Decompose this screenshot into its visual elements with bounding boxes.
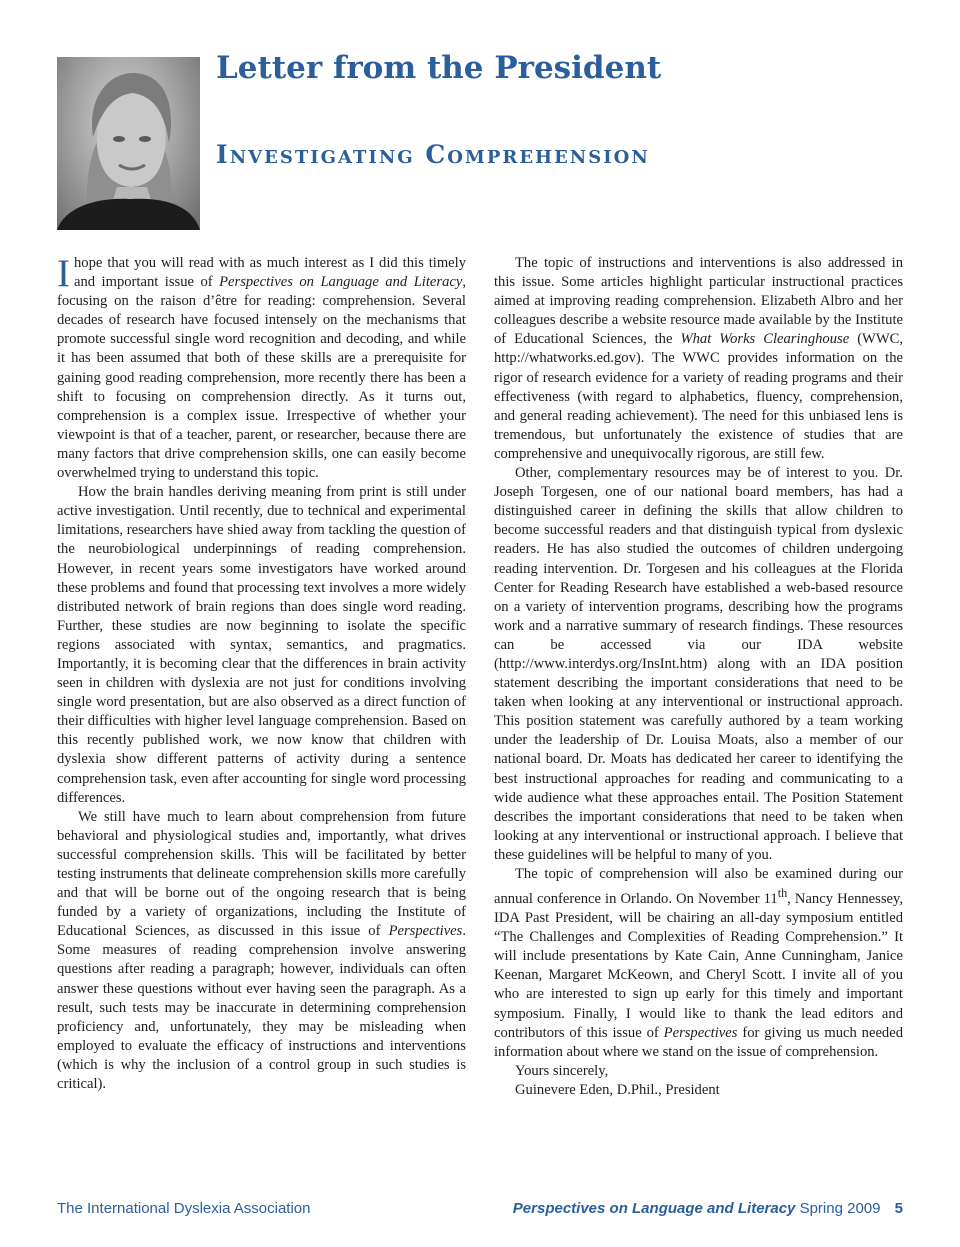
paragraph-1 xyxy=(57,254,466,483)
signature: Guinevere Eden, D.Phil., President xyxy=(515,1081,720,1098)
paragraph-6-text-b: , Nancy Hennessey, IDA Past President, will be chairing an all-day symposium entitled “The Challenges and Complexities of Reading Comprehension.” It will include presentations by Kate Cain, Anne Cunningham, Janice Keenan, Margaret McKeown, and Cheryl Scott. I invite all of you who are interested to sign up early for this timely and important symposium. Finally, I would like to thank the lead editors and contributors of this issue of xyxy=(494,890,903,1041)
journal-title-italic: Perspectives on Language and Literacy xyxy=(219,274,463,291)
paragraph-3 xyxy=(57,808,466,1094)
closing: Yours sincerely, xyxy=(515,1062,609,1079)
paragraph-1-text-a: hope that you will read with as much interest as I did this timely and important issue of xyxy=(74,255,466,291)
paragraph-2: How the brain handles deriving meaning from print is still under active investigation. Until recently, due to technical and experimental limitations, researchers have shied away from tackling the question of the neurobiological underpinnings of reading comprehension. However, in recent years some investigators have worked around these problems and found that processing text involves a more widely distributed network of brain regions than does single word reading. Further, these studies are now beginning to isolate the specific regions associated with syntax, semantics, and pragmatics. Importantly, it is becoming clear that the differences in brain activity seen in children with dyslexia are not just for conditions involving single word presentation, but are also observed as a direct function of their difficulties with higher level language comprehension. Based on this recently published work, we now know that children with dyslexia show different patterns of activity during a sentence comprehension task, even after accounting for single word processing differences. xyxy=(57,484,466,806)
footer-issue: Spring 2009 xyxy=(799,1200,881,1217)
paragraph-4-text-a: The topic of instructions and interventions is also addressed in this issue. Some articles highlight particular instructional practices aimed at improving reading comprehension. Elizabeth Albro and her colleagues describe a website resource made available by the Institute of Educational Sciences, the xyxy=(494,255,903,348)
wwc-italic: What Works Clearinghouse xyxy=(680,331,850,348)
drop-cap: I xyxy=(57,252,70,295)
footer-right xyxy=(513,1200,903,1217)
paragraph-6-text-a: The topic of comprehension will also be examined during our annual conference in Orlando. On November 11 xyxy=(494,866,903,907)
perspectives-italic-2: Perspectives xyxy=(663,1024,738,1041)
footer-organization: The International Dyslexia Association xyxy=(57,1200,311,1217)
paragraph-6 xyxy=(494,865,903,1062)
paragraph-3-text-b: . Some measures of reading comprehension involve answering questions after reading a paragraph; however, individuals can often answer these questions without ever having seen the paragraph. As a result, such tests may be inaccurate in determining comprehension proficiency and, unfortunately, they may be misleading when employed to evaluate the efficacy of instructions and interventions (which is why the inclusion of a control group in such studies is critical). xyxy=(57,923,466,1093)
perspectives-italic: Perspectives xyxy=(388,923,463,940)
left-column xyxy=(57,254,466,1094)
page-title: Letter from the President xyxy=(216,50,662,86)
paragraph-4-text-b: (WWC, http://whatworks.ed.gov). The WWC provides information on the rigor of research evidence for a variety of reading programs and their effectiveness (with regard to alphabetics, fluency, comprehension, and general reading achievement). The need for this unbiased lens is tremendous, but unfortunately the existence of studies that are comprehensive and unequivocally rigorous, are still few. xyxy=(494,331,903,462)
paragraph-5: Other, complementary resources may be of interest to you. Dr. Joseph Torgesen, one of our national board members, has had a distinguished career in defining the skills that allow children to become successful readers and that distinguish typical from dyslexic readers. He has also studied the outcomes of children undergoing reading intervention. Dr. Torgesen and his colleagues at the Florida Center for Reading Research have established a web-based resource on a variety of intervention programs, describing how the programs work and a narrative summary of research findings. These resources can be accessed via our IDA website (http://www.interdys.org/InsInt.htm) along with an IDA position statement describing the important considerations that need to be taken when looking at any interventional or instructional approach. This position statement was carefully authored by a team working under the leadership of Dr. Louisa Moats, also a member of our national board. Dr. Moats has dedicated her career to identifying the best instructional approaches for reading and communicating to a wide audience what these approaches entail. The Position Statement describes the important considerations that need to be taken when looking at any interventional or instructional approach. I believe that these guidelines will be helpful to many of you. xyxy=(494,465,903,863)
footer-journal: Perspectives on Language and Literacy xyxy=(512,1200,796,1217)
paragraph-1-text-b: , focusing on the raison d’être for reading: comprehension. Several decades of research have focused intensely on the mechanisms that promote successful single word recognition and decoding, and while it has been assumed that both of these skills are a prerequisite for gaining good reading comprehension, more recently there has been a shift to focusing on comprehension directly. As it turns out, comprehension is a complex issue. Irrespective of whether your viewpoint is that of a teacher, parent, or researcher, because there are many factors that drive comprehension skills, one can easily become overwhelmed trying to understand this topic. xyxy=(57,274,466,482)
president-portrait-photo xyxy=(57,57,200,230)
page-number: 5 xyxy=(894,1200,903,1217)
article-subtitle: Investigating Comprehension xyxy=(216,140,650,169)
paragraph-6-text-c: for giving us much needed information about where we stand on the issue of comprehension. xyxy=(494,1024,904,1060)
ordinal-suffix: th xyxy=(777,886,788,901)
paragraph-3-text-a: We still have much to learn about comprehension from future behavioral and physiological studies and, importantly, what drives successful comprehension skills. This will be facilitated by better testing instruments that delineate comprehension skills more carefully and that will be borne out of the ongoing research that is being funded by a variety of organizations, including the Institute of Educational Sciences, as discussed in this issue of xyxy=(57,808,466,940)
right-column xyxy=(494,254,903,1100)
paragraph-4 xyxy=(494,254,903,464)
